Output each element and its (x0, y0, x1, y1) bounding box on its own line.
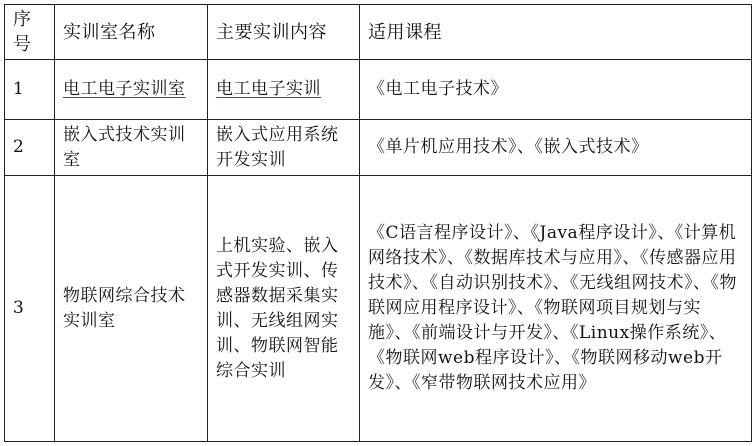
room-name: 嵌入式技术实训室 (55, 120, 208, 176)
applicable-courses: 《C语言程序设计》、《Java程序设计》、《计算机网络技术》、《数据库技术与应用》、《传感器应用技术》、《自动识别技术》、《无线组网技术》、《物联网应用程序设计》、《物联网项目规划与实施》、《前端设计与开发》、《Linux操作系统》、《物联网web程序设计》、《物联网移动web开发》、《窄带物联网技术应用》 (360, 176, 752, 442)
header-room-name: 实训室名称 (55, 5, 208, 60)
training-content: 上机实验、嵌入式开发实训、传感器数据采集实训、无线组网实训、物联网智能综合实训 (208, 176, 360, 442)
table-header-row (5, 5, 752, 60)
header-courses: 适用课程 (360, 5, 752, 60)
table-row (5, 120, 752, 176)
header-training-content: 主要实训内容 (208, 5, 360, 60)
table-row (5, 60, 752, 120)
room-name: 电工电子实训室 (55, 60, 208, 120)
applicable-courses: 《单片机应用技术》、《嵌入式技术》 (360, 120, 752, 176)
table-row (5, 176, 752, 442)
training-content: 嵌入式应用系统开发实训 (208, 120, 360, 176)
training-room-table (4, 4, 752, 442)
room-name: 物联网综合技术实训室 (55, 176, 208, 442)
row-index: 3 (5, 176, 55, 442)
header-index: 序号 (5, 5, 55, 60)
applicable-courses: 《电工电子技术》 (360, 60, 752, 120)
row-index: 1 (5, 60, 55, 120)
training-content: 电工电子实训 (208, 60, 360, 120)
row-index: 2 (5, 120, 55, 176)
